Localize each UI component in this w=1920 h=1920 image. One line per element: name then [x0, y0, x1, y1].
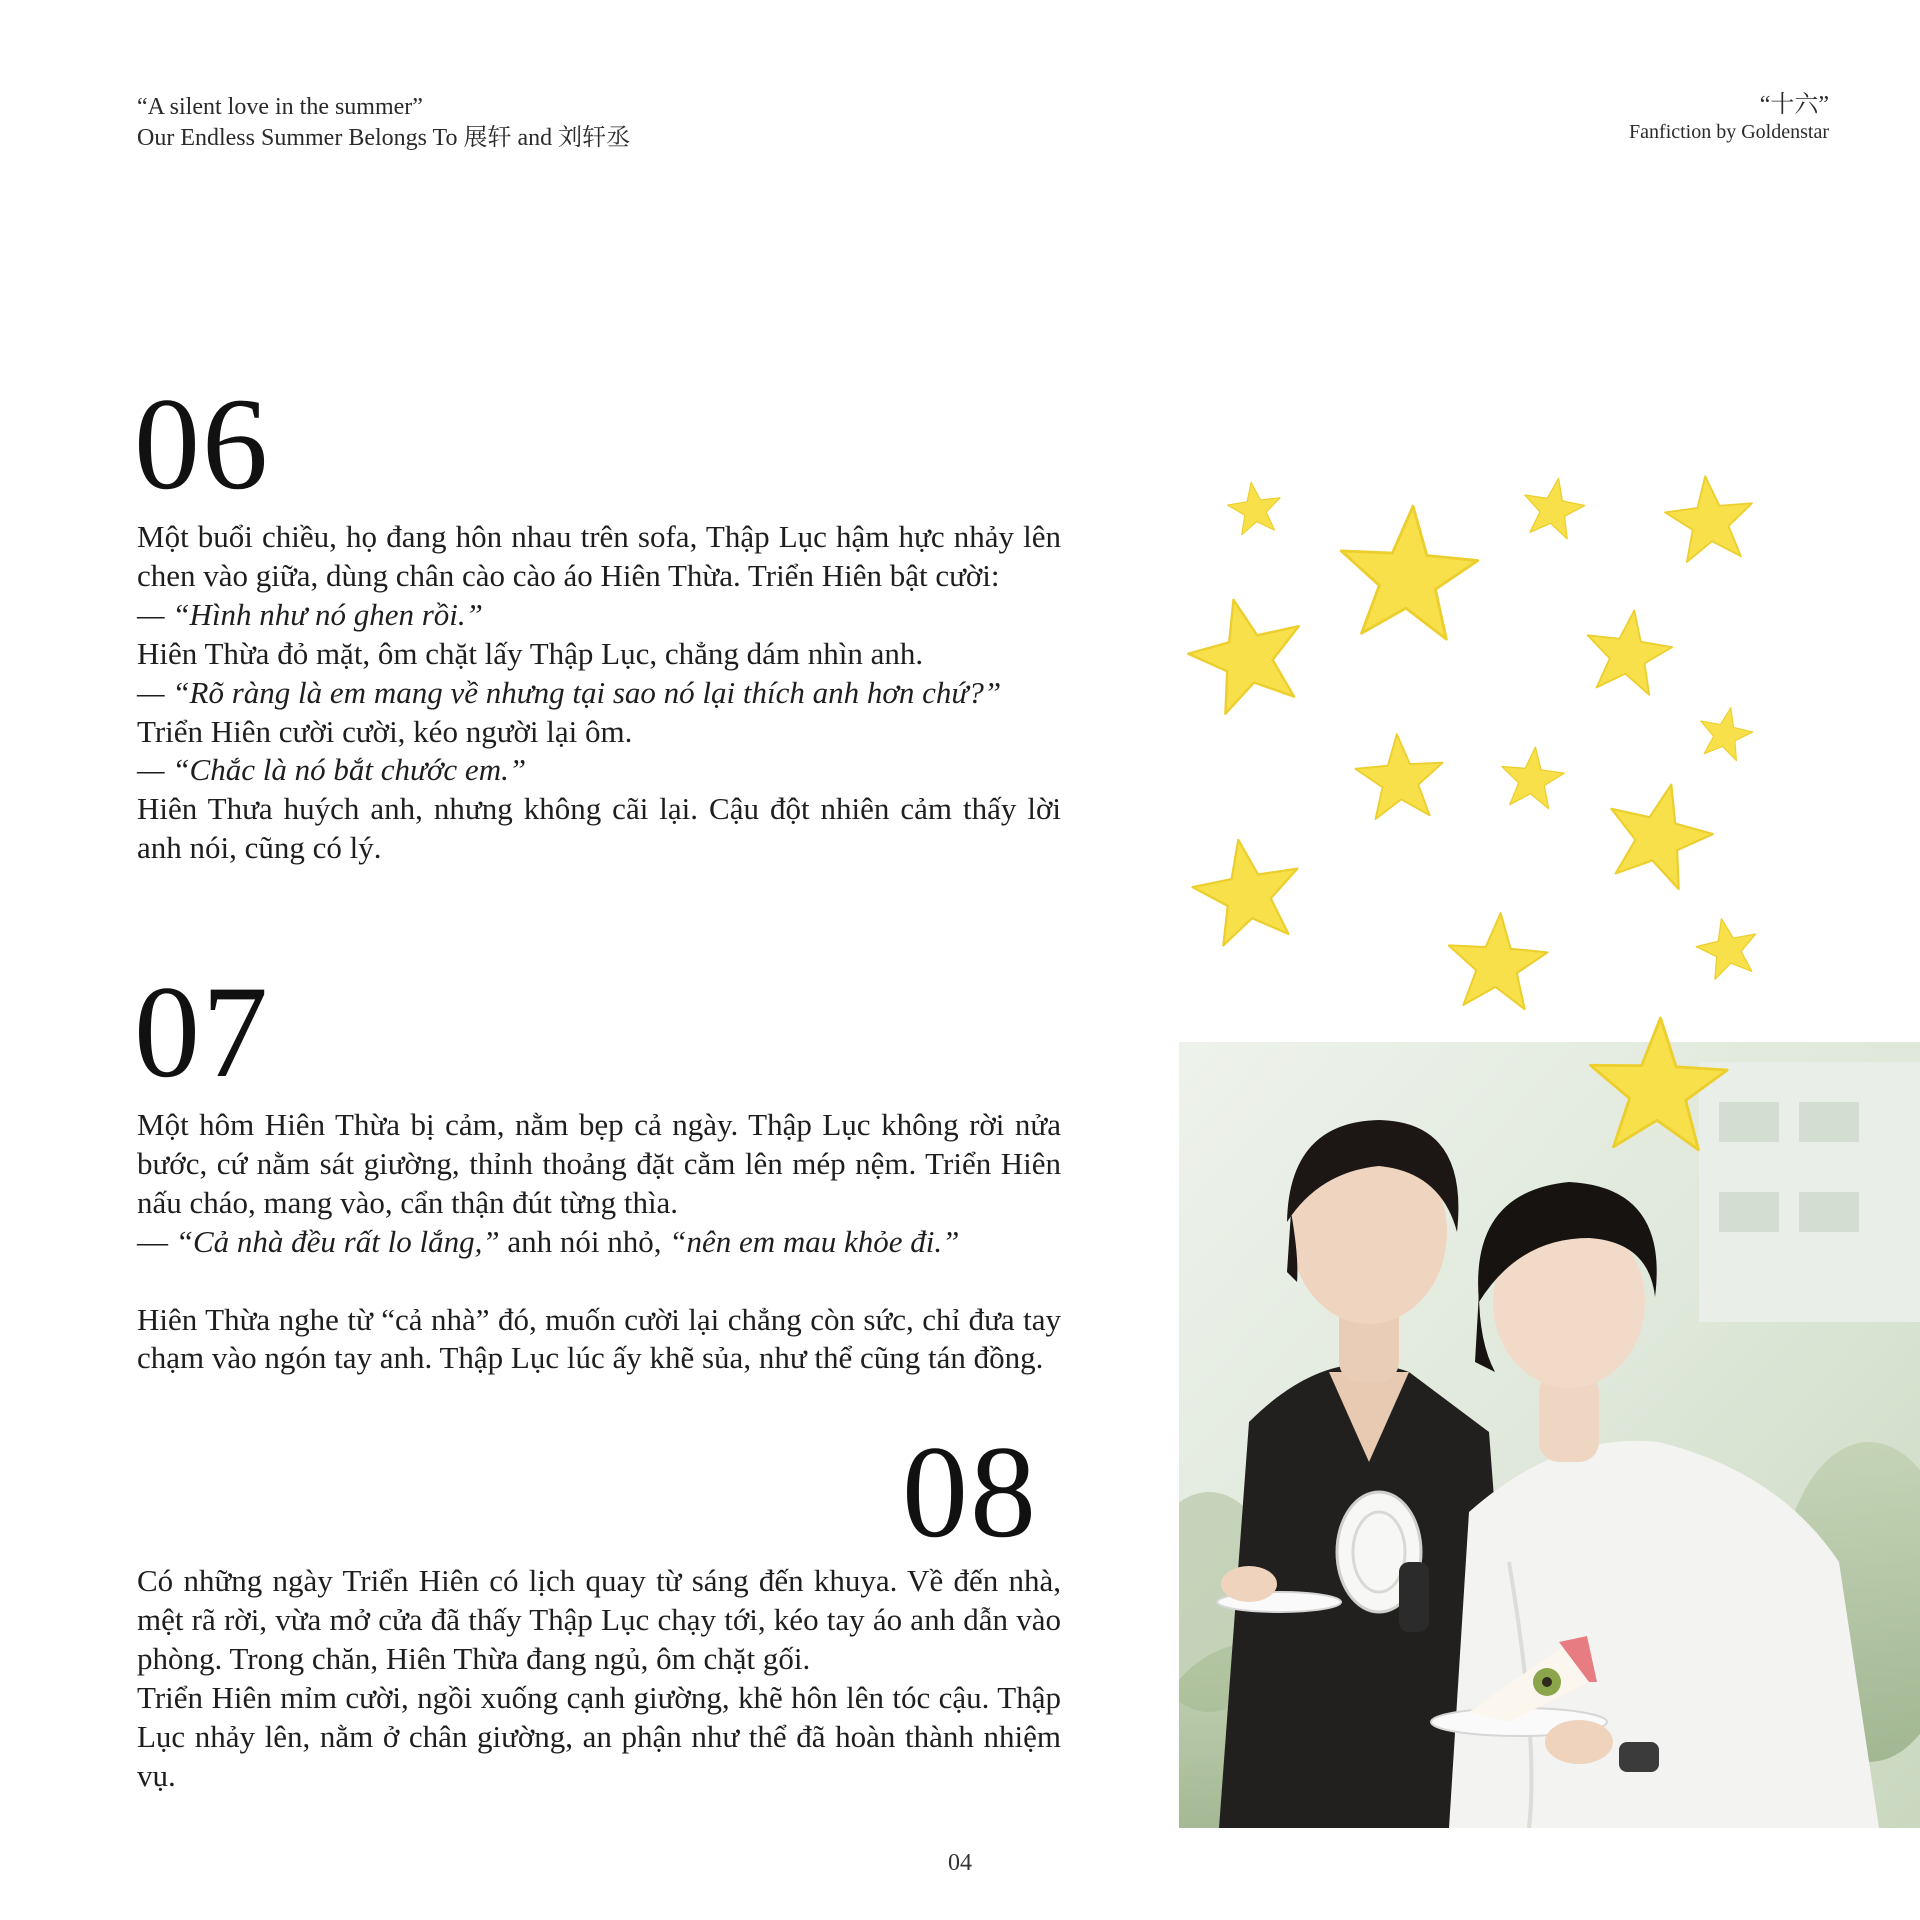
star-icon — [1178, 586, 1315, 719]
section-body-07 — [137, 1106, 1061, 1378]
page-number: 04 — [948, 1850, 972, 1876]
star-icon — [1445, 910, 1550, 1011]
star-icon — [1581, 604, 1677, 697]
paragraph: Hiên Thừa nghe từ “cả nhà” đó, muốn cười lại chẳng còn sức, chỉ đưa tay chạm vào ngón tay anh. Thập Lục lúc ấy khẽ sủa, như thể cũng tán đồng. — [137, 1301, 1061, 1376]
paragraph: Một buổi chiều, họ đang hôn nhau trên sofa, Thập Lục hậm hực nhảy lên chen vào giữa, dùng chân cào cào áo Hiên Thừa. Triển Hiên bật cười: — [137, 519, 1061, 593]
section-body-06 — [137, 518, 1061, 868]
section-number-07: 07 — [134, 958, 270, 1105]
dialogue-line: — “Chắc là nó bắt chước em.” — [137, 752, 527, 788]
paragraph: Triển Hiên cười cười, kéo người lại ôm. — [137, 713, 633, 749]
star-icon — [1353, 731, 1446, 820]
star-icon — [1186, 831, 1308, 949]
star-icon — [1588, 1016, 1729, 1151]
author-credit — [1629, 92, 1829, 146]
dialogue-line: — “Hình như nó ghen rồi.” — [137, 596, 483, 632]
section-body-08 — [137, 1562, 1061, 1795]
header-dedication: Our Endless Summer Belongs To 展轩 and 刘轩丞 — [137, 125, 631, 151]
paragraph: Hiên Thưa huých anh, nhưng không cãi lại. Cậu đột nhiên cảm thấy lời anh nói, cũng có lý. — [137, 791, 1061, 866]
star-icon — [1692, 912, 1764, 981]
star-icon — [1498, 744, 1567, 810]
dialogue-line: — “Cả nhà đều rất lo lắng,” anh nói nhỏ, “nên em mau khỏe đi.” — [137, 1223, 960, 1259]
star-icon — [1662, 472, 1758, 564]
star-icon — [1694, 702, 1757, 763]
section-number-06: 06 — [134, 370, 270, 517]
header-subtitle: “A silent love in the summer” — [137, 94, 423, 120]
section-number-08: 08 — [902, 1418, 1038, 1565]
dialogue-line: — “Rõ ràng là em mang về nhưng tại sao nó lại thích anh hơn chứ?” — [137, 674, 1002, 710]
paragraph: Hiên Thừa đỏ mặt, ôm chặt lấy Thập Lục, chẳng dám nhìn anh. — [137, 635, 924, 671]
star-decoration — [1160, 450, 1920, 1190]
star-icon — [1336, 501, 1482, 641]
paragraph: Có những ngày Triển Hiên có lịch quay từ sáng đến khuya. Về đến nhà, mệt rã rời, vừa mở cửa đã thấy Thập Lục chạy tới, kéo tay áo anh dẫn vào phòng. Trong chăn, Hiên Thừa đang ngủ, ôm chặt gối. — [137, 1563, 1061, 1676]
star-icon — [1519, 473, 1589, 541]
paragraph: Một hôm Hiên Thừa bị cảm, nằm bẹp cả ngày. Thập Lục không rời nửa bước, cứ nằm sát giường, thỉnh thoảng đặt cằm lên mép nệm. Triển Hiên nấu cháo, mang vào, cẩn thận đút từng thìa. — [137, 1107, 1061, 1220]
series-title: “十六” — [1759, 92, 1829, 118]
paragraph-gap — [137, 1262, 1061, 1301]
author-line: Fanfiction by Goldenstar — [1629, 121, 1829, 143]
running-header — [137, 92, 630, 154]
paragraph: Triển Hiên mỉm cười, ngồi xuống cạnh giường, khẽ hôn lên tóc cậu. Thập Lục nhảy lên, nằm ở chân giường, an phận như thể đã hoàn thành nhiệm vụ. — [137, 1679, 1061, 1793]
star-icon — [1225, 479, 1285, 537]
star-icon — [1597, 772, 1722, 894]
